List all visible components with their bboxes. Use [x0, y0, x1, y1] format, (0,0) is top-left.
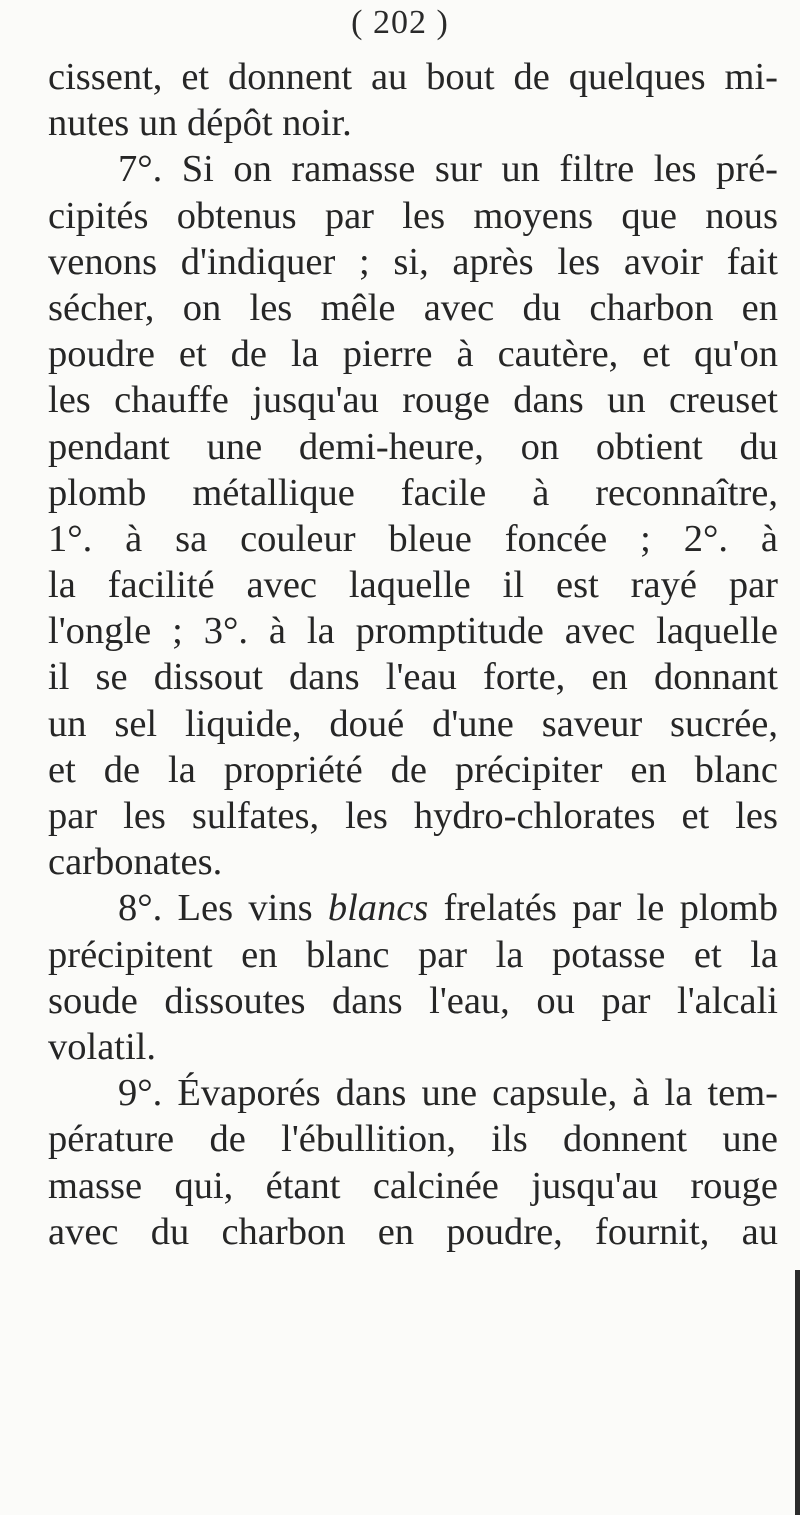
text-line: par les sulfates, les hydro-chlorates et les: [48, 795, 778, 837]
paragraph-8-start: [48, 885, 778, 931]
text-line: cissent, et donnent au bout de quelques mi-: [48, 56, 778, 98]
text-line: un sel liquide, doué d'une saveur sucrée,: [48, 702, 778, 745]
text-line: plomb métallique facile à reconnaître,: [48, 471, 778, 514]
line-pre: 8°. Les vins: [118, 887, 328, 930]
text-line: cipités obtenus par les moyens que nous: [48, 194, 778, 237]
italic-word: blancs: [327, 887, 429, 930]
text-line: carbonates.: [48, 841, 223, 884]
paragraph-7-start: 7°. Si on ramasse sur un filtre les pré-: [118, 148, 778, 191]
page-edge-shadow: [795, 1270, 800, 1515]
text-line: nutes un dépôt noir.: [48, 102, 352, 145]
text-line: précipitent en blanc par la potasse et la: [48, 933, 778, 976]
text-line: sécher, on les mêle avec du charbon en: [48, 286, 778, 329]
text-line: pendant une demi-heure, on obtient du: [48, 425, 778, 468]
text-line: masse qui, étant calcinée jusqu'au rouge: [48, 1164, 778, 1207]
text-line: avec du charbon en poudre, fournit, au: [48, 1210, 778, 1253]
text-line: poudre et de la pierre à cautère, et qu'on: [48, 333, 778, 376]
page-header: [0, 4, 800, 42]
paragraph-9-start: 9°. Évaporés dans une capsule, à la tem-: [118, 1072, 778, 1115]
text-line: la facilité avec laquelle il est rayé par: [48, 564, 778, 607]
close-paren: ): [436, 4, 449, 41]
text-line: soude dissoutes dans l'eau, ou par l'alcali: [48, 979, 778, 1022]
text-line: 1°. à sa couleur bleue foncée ; 2°. à: [48, 517, 778, 560]
text-line: et de la propriété de précipiter en blanc: [48, 748, 778, 791]
text-line: il se dissout dans l'eau forte, en donnant: [48, 656, 778, 699]
text-line: l'ongle ; 3°. à la promptitude avec laquelle: [48, 610, 778, 653]
text-line: pérature de l'ébullition, ils donnent une: [48, 1118, 778, 1161]
page-number: 202: [373, 4, 427, 41]
text-line: venons d'indiquer ; si, après les avoir fait: [48, 240, 778, 283]
text-line: les chauffe jusqu'au rouge dans un creuset: [48, 379, 778, 422]
body-text: [48, 54, 778, 1255]
text-line: volatil.: [48, 1025, 156, 1068]
line-post: frelatés par le plomb: [428, 887, 778, 930]
open-paren: (: [351, 4, 364, 41]
